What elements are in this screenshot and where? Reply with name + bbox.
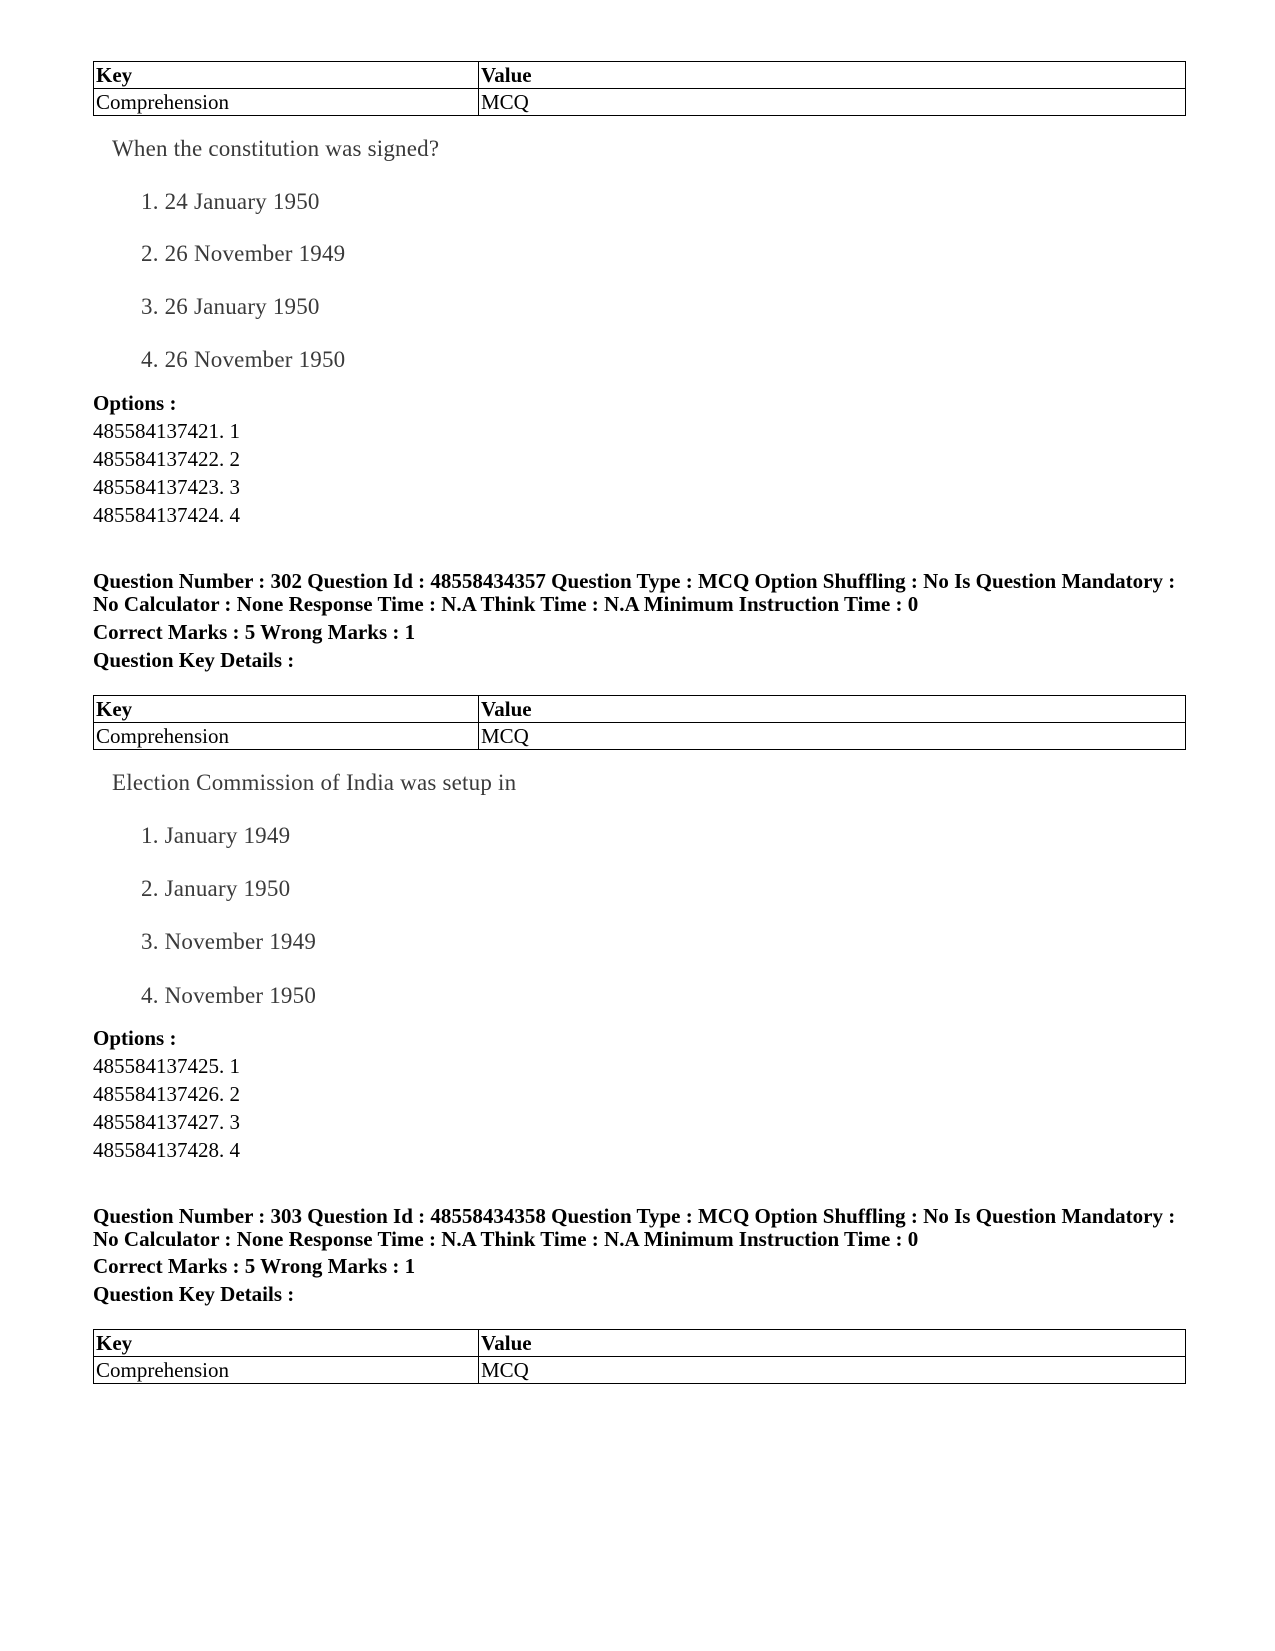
options-label: Options : xyxy=(93,391,177,415)
question-text: When the constitution was signed? xyxy=(112,136,440,161)
key-table-row xyxy=(94,1357,1186,1384)
key-header: Key xyxy=(94,696,479,723)
question-key-table xyxy=(93,695,1186,750)
value-cell: MCQ xyxy=(479,1357,1186,1384)
key-header: Key xyxy=(94,1330,479,1357)
question-header-line: Question Number : 303 Question Id : 48558434358 Question Type : MCQ Option Shuffling : No Is Question Mandatory : xyxy=(93,1204,1176,1228)
key-table-header-row xyxy=(94,62,1186,89)
key-cell: Comprehension xyxy=(94,723,479,750)
key-table-row xyxy=(94,89,1186,116)
question-header-line: No Calculator : None Response Time : N.A Think Time : N.A Minimum Instruction Time : 0 xyxy=(93,592,919,616)
key-cell: Comprehension xyxy=(94,1357,479,1384)
key-cell: Comprehension xyxy=(94,89,479,116)
question-header xyxy=(93,1205,1193,1251)
question-key-table xyxy=(93,61,1186,116)
question-header-line: Question Number : 302 Question Id : 48558434357 Question Type : MCQ Option Shuffling : No Is Question Mandatory : xyxy=(93,569,1176,593)
value-header: Value xyxy=(479,696,1186,723)
choice-item: 1. January 1949 xyxy=(141,823,291,848)
option-line: 485584137421. 1 xyxy=(93,419,240,443)
choice-item: 3. November 1949 xyxy=(141,929,317,954)
option-line: 485584137425. 1 xyxy=(93,1054,240,1078)
option-line: 485584137427. 3 xyxy=(93,1110,240,1134)
options-label: Options : xyxy=(93,1026,177,1050)
option-line: 485584137426. 2 xyxy=(93,1082,240,1106)
choice-item: 1. 24 January 1950 xyxy=(141,189,320,214)
key-table-row xyxy=(94,723,1186,750)
option-line: 485584137422. 2 xyxy=(93,447,240,471)
choice-item: 4. 26 November 1950 xyxy=(141,347,346,372)
key-table-header-row xyxy=(94,1330,1186,1357)
question-header-line: No Calculator : None Response Time : N.A Think Time : N.A Minimum Instruction Time : 0 xyxy=(93,1227,919,1251)
marks-line: Correct Marks : 5 Wrong Marks : 1 xyxy=(93,620,416,644)
question-text: Election Commission of India was setup in xyxy=(112,770,517,795)
question-header xyxy=(93,570,1193,616)
key-details-label: Question Key Details : xyxy=(93,1282,295,1306)
option-line: 485584137424. 4 xyxy=(93,503,240,527)
option-line: 485584137423. 3 xyxy=(93,475,240,499)
key-table-header-row xyxy=(94,696,1186,723)
value-cell: MCQ xyxy=(479,89,1186,116)
key-header: Key xyxy=(94,62,479,89)
value-cell: MCQ xyxy=(479,723,1186,750)
question-key-table xyxy=(93,1329,1186,1384)
value-header: Value xyxy=(479,62,1186,89)
option-line: 485584137428. 4 xyxy=(93,1138,240,1162)
value-header: Value xyxy=(479,1330,1186,1357)
choice-item: 2. 26 November 1949 xyxy=(141,241,346,266)
choice-item: 2. January 1950 xyxy=(141,876,291,901)
key-details-label: Question Key Details : xyxy=(93,648,295,672)
marks-line: Correct Marks : 5 Wrong Marks : 1 xyxy=(93,1254,416,1278)
choice-item: 4. November 1950 xyxy=(141,983,317,1008)
choice-item: 3. 26 January 1950 xyxy=(141,294,320,319)
